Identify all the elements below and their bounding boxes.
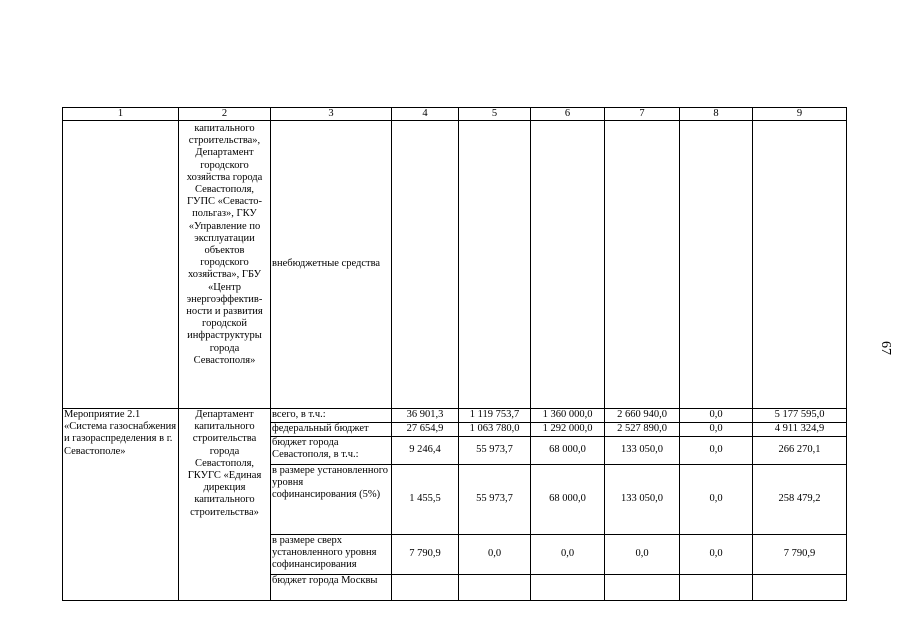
value-cell: 27 654,9 — [392, 423, 459, 437]
value-cell: 0,0 — [680, 409, 753, 423]
header-cell: 4 — [392, 108, 459, 121]
value-cell: 1 063 780,0 — [459, 423, 531, 437]
row-label: федеральный бюджет — [271, 423, 392, 437]
header-cell: 3 — [271, 108, 392, 121]
header-cell: 1 — [63, 108, 179, 121]
measure-title: Мероприятие 2.1 «Система газоснабжения и газораспределения в г. Севастополе» — [63, 409, 179, 601]
empty-cell — [459, 121, 531, 409]
empty-cell — [605, 121, 680, 409]
value-cell: 0,0 — [680, 535, 753, 575]
empty-cell — [392, 121, 459, 409]
empty-cell — [531, 121, 605, 409]
header-cell: 5 — [459, 108, 531, 121]
value-cell: 2 527 890,0 — [605, 423, 680, 437]
value-cell: 4 911 324,9 — [753, 423, 847, 437]
funding-source-cell: внебюджетные средства — [271, 121, 392, 409]
value-cell: 0,0 — [605, 535, 680, 575]
executor-cell: капитального строительства», Департамент городского хозяйства города Севастополя, ГУПС «Севасто-польгаз», ГКУ «Управление по эксплуатации объектов городского хозяйства», ГБУ «Центр энергоэффектив-ности и развития городской инфраструктуры города Севастополя» — [179, 121, 271, 409]
value-cell: 68 000,0 — [531, 465, 605, 535]
row-label: в размере установленного уровня софинансирования (5%) — [271, 465, 392, 535]
value-cell — [680, 575, 753, 601]
value-cell: 2 660 940,0 — [605, 409, 680, 423]
value-cell — [753, 575, 847, 601]
value-cell: 133 050,0 — [605, 437, 680, 465]
table-row — [63, 121, 847, 409]
value-cell: 266 270,1 — [753, 437, 847, 465]
value-cell: 1 292 000,0 — [531, 423, 605, 437]
value-cell: 0,0 — [680, 465, 753, 535]
value-cell — [459, 575, 531, 601]
value-cell: 7 790,9 — [753, 535, 847, 575]
value-cell: 1 360 000,0 — [531, 409, 605, 423]
value-cell: 68 000,0 — [531, 437, 605, 465]
value-cell — [531, 575, 605, 601]
header-cell: 9 — [753, 108, 847, 121]
value-cell: 55 973,7 — [459, 465, 531, 535]
header-cell: 2 — [179, 108, 271, 121]
value-cell — [392, 575, 459, 601]
value-cell — [605, 575, 680, 601]
budget-table — [62, 107, 847, 601]
value-cell: 0,0 — [459, 535, 531, 575]
value-cell: 1 119 753,7 — [459, 409, 531, 423]
table-row — [63, 409, 847, 423]
value-cell: 7 790,9 — [392, 535, 459, 575]
value-cell: 55 973,7 — [459, 437, 531, 465]
header-cell: 8 — [680, 108, 753, 121]
value-cell: 133 050,0 — [605, 465, 680, 535]
value-cell: 5 177 595,0 — [753, 409, 847, 423]
value-cell: 258 479,2 — [753, 465, 847, 535]
value-cell: 1 455,5 — [392, 465, 459, 535]
value-cell: 0,0 — [531, 535, 605, 575]
header-cell: 6 — [531, 108, 605, 121]
value-cell: 36 901,3 — [392, 409, 459, 423]
page-number: 67 — [878, 341, 893, 355]
row-label: в размере сверх установленного уровня софинансирования — [271, 535, 392, 575]
row-label: бюджет города Москвы — [271, 575, 392, 601]
empty-cell — [680, 121, 753, 409]
header-cell: 7 — [605, 108, 680, 121]
row-label: бюджет города Севастополя, в т.ч.: — [271, 437, 392, 465]
value-cell: 9 246,4 — [392, 437, 459, 465]
empty-cell — [753, 121, 847, 409]
measure-executor: Департамент капитального строительства города Севастополя, ГКУГС «Единая дирекция капитального строительства» — [179, 409, 271, 601]
value-cell: 0,0 — [680, 437, 753, 465]
value-cell: 0,0 — [680, 423, 753, 437]
row-label: всего, в т.ч.: — [271, 409, 392, 423]
header-row — [63, 108, 847, 121]
empty-cell — [63, 121, 179, 409]
